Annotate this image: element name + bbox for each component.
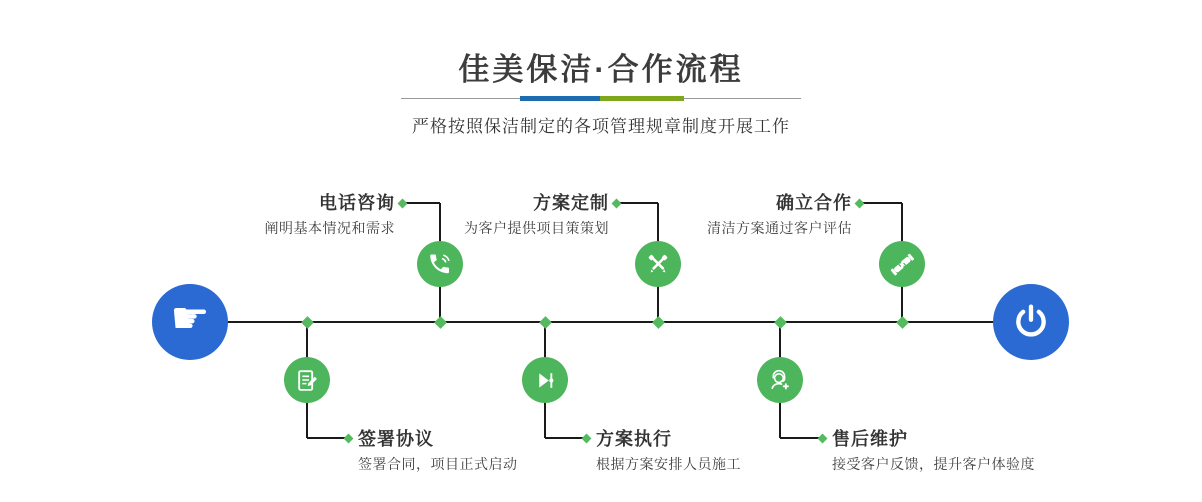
step3-desc: 清洁方案通过客户评估: [707, 220, 852, 236]
connector-hline-step6: [780, 437, 822, 439]
step6-label: [832, 428, 1035, 473]
play-slider-icon: [533, 368, 558, 393]
connector-hline-step5: [545, 437, 586, 439]
step6-desc: 接受客户反馈，提升客户体验度: [832, 456, 1035, 472]
end-circle: [993, 284, 1069, 360]
step4-desc: 签署合同，项目正式启动: [358, 456, 518, 472]
phone-icon: [427, 251, 453, 277]
timeline-diamond-step2: [652, 316, 665, 329]
step2-label: [464, 192, 609, 237]
connector-hline-step3: [860, 202, 902, 204]
timeline-diamond-step4: [301, 316, 314, 329]
pointing-hand-icon: ☛: [170, 293, 210, 344]
step6-circle: [757, 357, 803, 403]
contract-icon: [295, 368, 320, 393]
step1-desc: 阐明基本情况和需求: [264, 220, 395, 236]
label-diamond-step6: [817, 433, 827, 443]
page-subtitle: 严格按照保洁制定的各项管理规章制度开展工作: [412, 117, 790, 136]
customer-service-icon: [767, 367, 793, 393]
step3-label: [707, 192, 852, 237]
step4-title: 签署协议: [358, 429, 434, 449]
step2-title: 方案定制: [533, 193, 609, 213]
step1-circle: [417, 241, 463, 287]
timeline-diamond-step1: [434, 316, 447, 329]
timeline-diamond-step3: [896, 316, 909, 329]
step6-title: 售后维护: [832, 429, 908, 449]
step5-circle: [522, 357, 568, 403]
divider-blue-segment: [520, 96, 600, 101]
title-divider: [401, 96, 801, 102]
step5-desc: 根据方案安排人员施工: [596, 456, 741, 472]
label-diamond-step2: [612, 198, 622, 208]
label-diamond-step4: [343, 433, 353, 443]
step5-title: 方案执行: [596, 429, 672, 449]
handshake-icon: [889, 251, 916, 278]
label-diamond-step5: [581, 433, 591, 443]
connector-hline-step2: [617, 202, 658, 204]
step3-circle: [879, 241, 925, 287]
page-title: 佳美保洁·合作流程: [458, 52, 744, 87]
step1-label: [265, 192, 396, 237]
connector-hline-step1: [403, 202, 440, 204]
label-diamond-step1: [398, 198, 408, 208]
step2-circle: [635, 241, 681, 287]
timeline-diamond-step6: [774, 316, 787, 329]
power-icon: [1011, 302, 1051, 342]
step1-title: 电话咨询: [319, 193, 395, 213]
step4-circle: [284, 357, 330, 403]
divider-green-segment: [600, 96, 684, 101]
label-diamond-step3: [855, 198, 865, 208]
step4-label: [358, 428, 518, 473]
step2-desc: 为客户提供项目策策划: [464, 220, 609, 236]
start-circle: [152, 284, 228, 360]
connector-hline-step4: [307, 437, 348, 439]
step3-title: 确立合作: [776, 193, 852, 213]
timeline-diamond-step5: [539, 316, 552, 329]
design-icon: [645, 251, 671, 277]
step5-label: [596, 428, 741, 473]
